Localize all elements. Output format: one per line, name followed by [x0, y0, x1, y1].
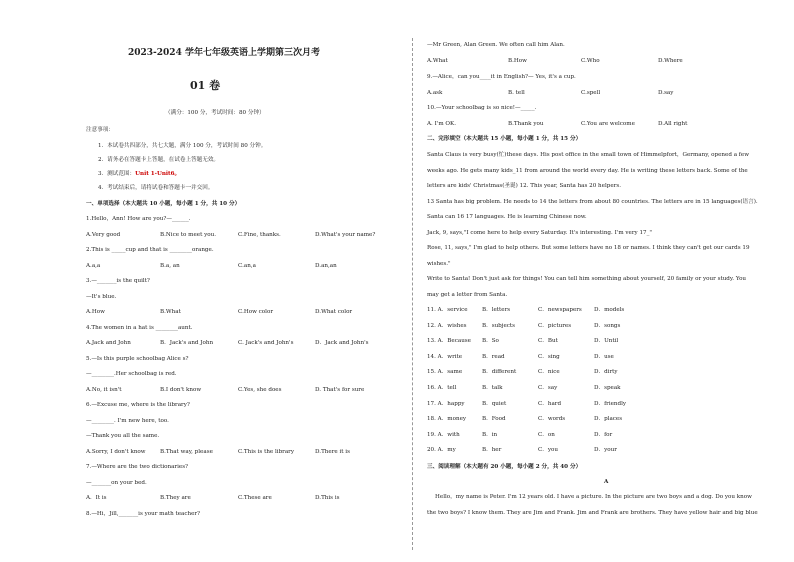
note-item: 4．考试结束后，请将试卷和答题卡一并交回。 — [98, 185, 214, 191]
question-dialogue: —________.Her schoolbag is red. — [86, 371, 177, 377]
question-stem: 6.—Excuse me, where is the library? — [86, 402, 190, 408]
question-stem: 10.—Your schoolbag is so nice!—_____. — [427, 105, 537, 111]
option: C．words — [538, 416, 566, 423]
question-stem: 5.—Is this purple schoolbag Alice s? — [86, 355, 189, 362]
cloze-item: 12. A．wishes — [427, 322, 467, 329]
note-item: 3．测试范围：Unit 1-Unit6。 — [98, 171, 181, 177]
option: C.This is the library — [238, 448, 295, 455]
question-dialogue: —Thank you all the same. — [86, 433, 160, 439]
option: C．nice — [538, 369, 560, 376]
question-dialogue: —_______on your bed. — [86, 479, 147, 486]
cloze-item: 13. A．Because — [427, 338, 471, 345]
passage-line: may get a letter from Santa. — [427, 291, 508, 298]
option: A.ask — [427, 90, 443, 96]
option: A.What — [427, 58, 448, 64]
option: B．read — [482, 353, 505, 360]
option: A.Jack and John — [86, 340, 131, 346]
option: A.Very good — [86, 231, 121, 238]
option: D.All right — [658, 121, 688, 127]
option: D. That's for sure — [315, 386, 365, 393]
passage-line: Write to Santa! Don't just ask for things! You can tell him something about yourself, 20 family or your study. You — [427, 276, 747, 282]
option: B．letters — [482, 307, 511, 313]
section-heading: 三、阅读理解（本大题有 20 小题，每小题 2 分，共 40 分） — [427, 464, 582, 470]
option: B．subjects — [482, 322, 516, 329]
cloze-item: 16. A．tell — [427, 385, 457, 391]
option: B．different — [482, 369, 517, 376]
option: B.Thank you — [508, 121, 544, 127]
question-stem: 8.—Hi，Jill,_______is your math teacher? — [86, 510, 201, 517]
option: D．for — [594, 431, 613, 438]
passage-line: wishes." — [427, 260, 451, 267]
test-range: Unit 1-Unit6。 — [135, 171, 181, 177]
option: C．say — [538, 385, 558, 391]
option: D．use — [594, 353, 614, 360]
option: C．newspapers — [538, 307, 582, 313]
option: C．on — [538, 431, 555, 438]
question-stem: 2.This is _____cup and that is ________orange. — [86, 247, 214, 253]
option: B.Nice to meet you. — [160, 231, 217, 238]
passage-line: letters are kids' Christmas(圣诞) 12. This year, Santa has 20 helpers. — [427, 183, 621, 189]
question-dialogue: —It's blue. — [86, 293, 117, 300]
note-item: 2．请务必在答题卡上答题，在试卷上答题无效。 — [98, 157, 220, 163]
option: A．It is — [86, 495, 107, 501]
passage-label: A — [604, 479, 609, 485]
cloze-item: 14. A．write — [427, 353, 463, 360]
passage-line: Rose, 11, says," I'm glad to help others. But some letters have no 18 or names. I think they can't get our cards 19 — [427, 245, 750, 251]
option: D．dirty — [594, 369, 618, 376]
option: C.Who — [581, 58, 600, 64]
cloze-item: 20. A．my — [427, 447, 456, 454]
option: C.How color — [238, 309, 274, 315]
note-item: 1．本试卷共四部分，共七大题，满分 100 分，考试时间 80 分钟。 — [98, 143, 267, 149]
cloze-item: 15. A．same — [427, 369, 463, 376]
option: B．in — [482, 431, 498, 438]
option: D．Jack and John's — [315, 340, 369, 346]
option: C. Jack's and John's — [238, 340, 294, 346]
question-stem: 7.—Where are the two dictionaries? — [86, 464, 189, 470]
option: D.Where — [658, 58, 683, 64]
option: B．her — [482, 447, 502, 454]
option: B.How — [508, 58, 527, 64]
option: C．pictures — [538, 322, 572, 329]
cloze-item: 19. A．with — [427, 431, 460, 438]
option: B.a, an — [160, 262, 180, 269]
question-stem: 1.Hello，Ann! How are you?—______. — [86, 216, 191, 222]
option: D.an,an — [315, 262, 337, 269]
option: D.say — [658, 90, 674, 96]
passage-line: Jack, 9, says,"I come here to help every Saturday. It's interesting. I'm very 17_" — [427, 229, 652, 236]
option: C.spell — [581, 90, 601, 96]
option: D．Until — [594, 338, 619, 345]
exam-title: 2023-2024 学年七年级英语上学期第三次月考 — [128, 48, 320, 58]
option: A.Sorry, I don't know — [86, 448, 146, 455]
section-heading: 一、单项选择（本大题共 10 小题，每小题 1 分，共 10 分） — [86, 201, 241, 207]
option: A.No, it isn't — [86, 386, 122, 393]
option: D.What's your name? — [315, 231, 376, 238]
option: B．talk — [482, 385, 503, 391]
option: D．your — [594, 447, 617, 454]
option: D．songs — [594, 322, 621, 329]
question-stem: 9.—Alice，can you____it in English?— Yes, it's a cup. — [427, 74, 576, 80]
option: B．quiet — [482, 400, 507, 407]
option: A. I'm OK. — [427, 121, 456, 127]
option: B.What — [160, 309, 181, 315]
option: B.That way, please — [160, 448, 213, 455]
paper-label: 01 卷 — [190, 79, 221, 92]
question-stem: 4.The women in a hat is ________aunt. — [86, 324, 193, 331]
option: B. tell — [508, 90, 525, 96]
cloze-item: 11. A．service — [427, 307, 468, 313]
section-heading: 二、完形填空（本大题共 15 小题，每小题 1 分，共 15 分） — [427, 136, 582, 142]
passage-line: 13 Santa has big problem. He needs to 14 the letters from about 80 countries. The letters are in 15 languages(语言). — [427, 198, 758, 205]
cloze-item: 18. A．money — [427, 416, 467, 423]
option: D．places — [594, 416, 623, 423]
option: B.They are — [160, 495, 191, 501]
option: B．So — [482, 338, 499, 345]
option: A.How — [86, 309, 105, 315]
option: C.an,a — [238, 262, 256, 269]
option: B.I don't know — [160, 386, 202, 393]
column-divider — [412, 38, 413, 550]
option: C.Fine, thanks. — [238, 231, 281, 238]
option: B．Food — [482, 416, 506, 423]
reading-line: Hello，my name is Peter. I'm 12 years old. I have a picture. In the picture are two boys and a dog. Do you know — [435, 494, 752, 500]
option: A.a,a — [86, 262, 101, 269]
passage-line: Santa Claus is very busy(忙)these days. His post office in the small town of Himmelpfort，Germany, opened a few — [427, 152, 749, 158]
passage-line: Santa can 16 17 languages. He is learning Chinese now. — [427, 214, 587, 220]
reading-line: the two boys? I know them. They are Jim and Frank. Jim and Frank are brothers. They have yellow hair and big blue — [427, 510, 758, 516]
question-continuation: —Mr Green, Alan Green. We often call him Alan. — [427, 42, 565, 48]
option: C．sing — [538, 353, 560, 360]
option: D．models — [594, 307, 625, 313]
option: D．friendly — [594, 400, 627, 407]
option: D．speak — [594, 385, 621, 391]
question-dialogue: —________. I'm new here, too. — [86, 417, 169, 424]
exam-info: （满分：100 分，考试时间：80 分钟） — [165, 110, 265, 116]
passage-line: weeks ago. He gets many kids_11 from around the world every day. He is writing these letters back. Some of the — [427, 167, 748, 174]
option: D.This is — [315, 495, 340, 501]
option: D.There it is — [315, 448, 350, 455]
question-stem: 3.—_______is the quilt? — [86, 278, 150, 284]
option: D.What color — [315, 309, 353, 315]
notes-heading: 注意事项： — [86, 127, 114, 133]
option: C．you — [538, 447, 559, 454]
option: C．But — [538, 338, 558, 345]
option: B．Jack's and John — [160, 340, 214, 346]
cloze-item: 17. A．happy — [427, 400, 465, 407]
option: C．hard — [538, 400, 562, 407]
option: C.Yes, she does — [238, 386, 282, 393]
option: C.You are welcome — [581, 121, 635, 127]
option: C.These are — [238, 495, 272, 501]
